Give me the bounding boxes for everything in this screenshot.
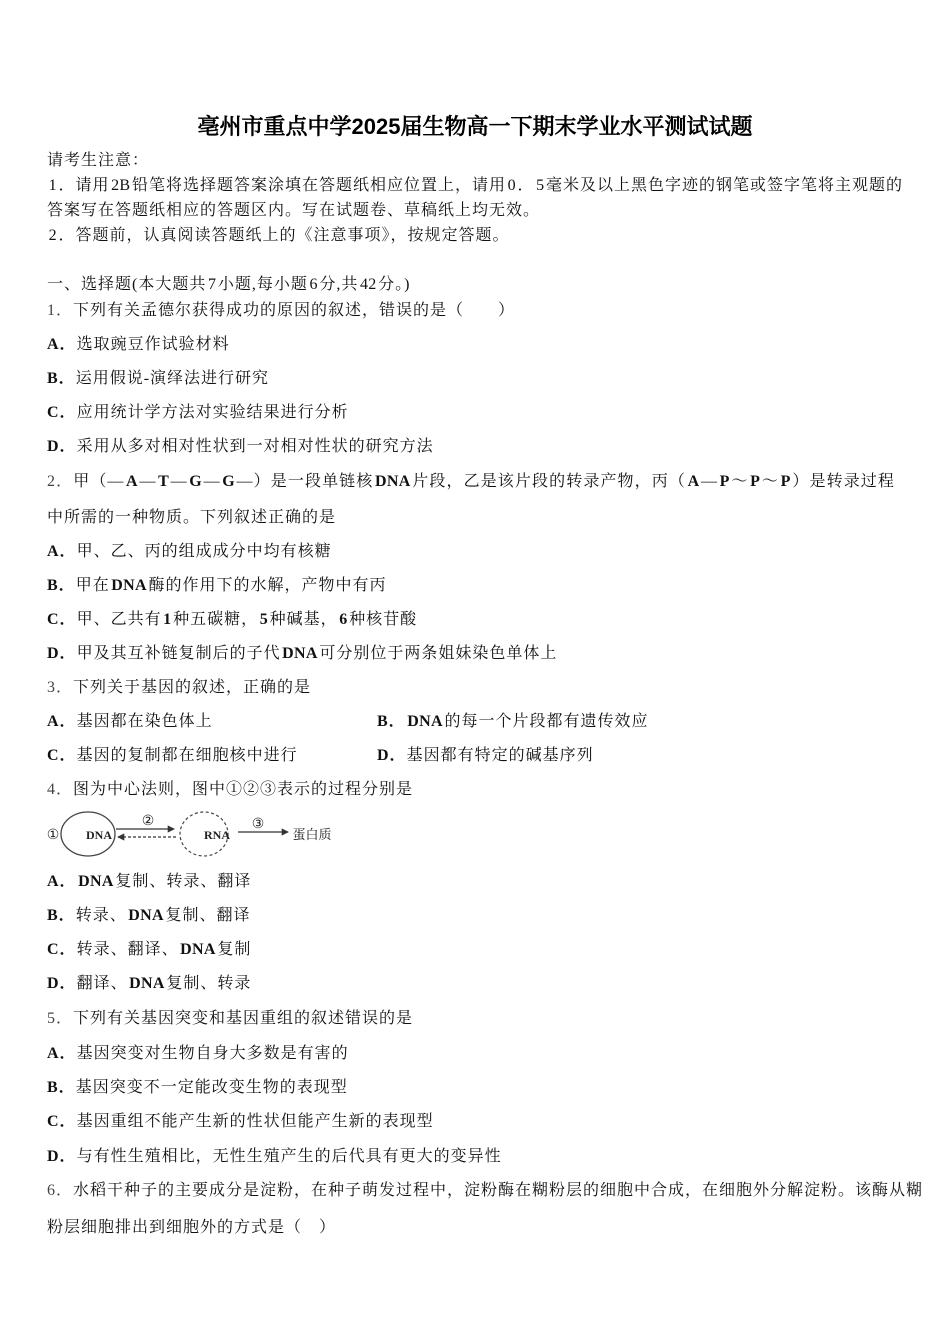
option-text: 选取豌豆作试验材料	[76, 336, 230, 353]
question-4-option-b	[47, 906, 250, 926]
question-text: 水稻干种子的主要成分是淀粉，在种子萌发过程中，淀粉酶在糊粉层的细胞中合成，在细胞外分解淀粉。该酶从糊	[73, 1182, 924, 1199]
central-dogma-figure	[40, 808, 340, 860]
latin-run: G	[189, 473, 202, 490]
question-1-stem	[47, 301, 515, 321]
option-label: A．	[47, 336, 77, 353]
option-text: 应用统计学方法对实验结果进行分析	[76, 404, 349, 421]
option-label: D．	[47, 1148, 77, 1165]
option-label: B．	[377, 713, 406, 730]
latin-run: 42	[359, 276, 377, 293]
step-1-marker: ①	[46, 828, 60, 843]
option-text: DNA复制、转录、翻译	[78, 873, 252, 890]
question-4-option-d	[47, 974, 251, 994]
question-number: 4．	[47, 781, 74, 798]
latin-run: 2B	[111, 177, 131, 194]
question-3-stem	[47, 678, 311, 698]
question-2-option-a	[47, 542, 332, 562]
question-number: 6．	[47, 1182, 74, 1199]
option-label: B．	[47, 907, 76, 924]
dna-label: DNA	[86, 828, 112, 842]
option-label: B．	[47, 1079, 76, 1096]
step-2-marker: ②	[141, 814, 155, 829]
question-3-option-c	[47, 746, 298, 766]
option-label: D．	[47, 975, 77, 992]
question-5-option-c	[47, 1112, 434, 1132]
exam-title: 亳州市重点中学2025届生物高一下期末学业水平测试试题	[197, 114, 753, 139]
latin-run: DNA	[111, 577, 147, 594]
option-text: 翻译、DNA复制、转录	[76, 975, 252, 992]
latin-run: 7	[207, 276, 217, 293]
latin-run: 5	[536, 177, 545, 194]
option-label: C．	[47, 747, 77, 764]
latin-run: 6	[309, 276, 318, 293]
latin-run: DNA	[180, 941, 216, 958]
notice-line: 1．请用2B铅笔将选择题答案涂填在答题纸相应位置上，请用0．5毫米及以上黑色字迹的钢笔或签字笔将主观题的	[48, 177, 904, 194]
step-3-marker: ③	[251, 817, 265, 832]
latin-run: 5	[259, 611, 268, 628]
option-label: A．	[47, 543, 77, 560]
latin-run: DNA	[129, 975, 165, 992]
question-text: 下列关于基因的叙述，正确的是	[73, 679, 312, 696]
option-text: 甲及其互补链复制后的子代DNA可分别位于两条姐妹染色单体上	[76, 645, 558, 662]
option-label: A．	[47, 1045, 77, 1062]
latin-run: P	[719, 473, 730, 490]
latin-run: A	[687, 473, 700, 490]
option-text: 甲在DNA酶的作用下的水解，产物中有丙	[75, 577, 387, 594]
question-number: 3．	[47, 679, 74, 696]
option-text: 转录、DNA复制、翻译	[75, 907, 251, 924]
question-1-option-c	[47, 403, 349, 423]
option-label: B．	[47, 577, 76, 594]
protein-label: 蛋白质	[292, 827, 332, 842]
latin-run: A	[126, 473, 138, 490]
latin-run: 6	[339, 611, 348, 628]
latin-run: DNA	[78, 873, 114, 890]
option-label: A．	[47, 873, 77, 890]
question-5-option-d	[47, 1147, 502, 1167]
option-text: 基因都有特定的碱基序列	[406, 747, 594, 764]
option-label: C．	[47, 941, 77, 958]
question-number: 2．	[47, 473, 74, 490]
option-text: DNA的每一个片段都有遗传效应	[407, 713, 649, 730]
notice-heading: 请考生注意：	[47, 152, 150, 169]
question-4-option-c	[47, 940, 251, 960]
option-text: 采用从多对相对性状到一对相对性状的研究方法	[76, 438, 434, 455]
notice-line: 2．答题前，认真阅读答题纸上的《注意事项》，按规定答题。	[48, 227, 510, 244]
latin-run: P	[750, 473, 761, 490]
option-label: D．	[47, 645, 77, 662]
latin-run: DNA	[128, 907, 164, 924]
rna-label: RNA	[204, 828, 230, 842]
option-text: 运用假说-演绎法进行研究	[75, 370, 270, 387]
option-text: 甲、乙共有1种五碳糖，5种碱基，6种核苷酸	[76, 611, 418, 628]
question-2-option-d	[47, 644, 557, 664]
option-label: A．	[47, 713, 77, 730]
question-5-stem	[47, 1009, 413, 1029]
question-5-option-b	[47, 1078, 348, 1098]
notice-line: 答案写在答题纸相应的答题区内。写在试题卷、草稿纸上均无效。	[47, 202, 541, 219]
latin-run: 2	[48, 227, 57, 244]
question-1-option-b	[47, 369, 269, 389]
question-2-option-c	[47, 610, 417, 630]
option-text: 甲、乙、丙的组成成分中均有核糖	[76, 543, 332, 560]
section-heading: 一、选择题(本大题共7小题,每小题6分,共42分。)	[47, 276, 411, 293]
option-text: 基因突变不一定能改变生物的表现型	[75, 1079, 348, 1096]
question-6-stem	[47, 1181, 924, 1201]
latin-run: T	[158, 473, 170, 490]
question-2-stem	[47, 472, 895, 492]
option-label: C．	[47, 404, 77, 421]
option-label: D．	[47, 438, 77, 455]
question-1-option-d	[47, 437, 434, 457]
latin-run: DNA	[282, 645, 318, 662]
latin-run: 0	[507, 177, 516, 194]
question-text: 图为中心法则，图中①②③表示的过程分别是	[73, 781, 414, 798]
option-text: 基因重组不能产生新的性状但能产生新的表现型	[76, 1113, 434, 1130]
question-6-stem-continued: 粉层细胞排出到细胞外的方式是（ ）	[47, 1219, 337, 1236]
latin-run: 1	[163, 611, 172, 628]
question-3-option-a	[47, 712, 213, 732]
option-label: D．	[377, 747, 407, 764]
question-2-stem-continued: 中所需的一种物质。下列叙述正确的是	[47, 509, 337, 526]
option-text: 与有性生殖相比，无性生殖产生的后代具有更大的变异性	[76, 1148, 502, 1165]
latin-run: DNA	[407, 713, 443, 730]
question-4-stem	[47, 780, 413, 800]
question-5-option-a	[47, 1044, 349, 1064]
question-text: 甲（—A—T—G—G—）是一段单链核DNA片段，乙是该片段的转录产物，丙（A—P～P～P）是转录过程	[73, 473, 895, 490]
latin-run: P	[780, 473, 791, 490]
option-label: C．	[47, 1113, 77, 1130]
question-1-option-a	[47, 335, 230, 355]
latin-run: G	[222, 473, 235, 490]
question-text: 下列有关基因突变和基因重组的叙述错误的是	[73, 1010, 414, 1027]
option-text: 基因都在染色体上	[76, 713, 213, 730]
question-4-option-a	[47, 872, 251, 892]
option-label: B．	[47, 370, 76, 387]
latin-run: DNA	[374, 473, 411, 490]
question-3-option-b	[377, 712, 648, 732]
option-text: 转录、翻译、DNA复制	[76, 941, 252, 958]
question-number: 5．	[47, 1010, 74, 1027]
question-3-option-d	[377, 746, 594, 766]
option-text: 基因突变对生物自身大多数是有害的	[76, 1045, 349, 1062]
question-2-option-b	[47, 576, 386, 596]
question-number: 1．	[47, 302, 74, 319]
option-label: C．	[47, 611, 77, 628]
option-text: 基因的复制都在细胞核中进行	[76, 747, 298, 764]
question-text: 下列有关孟德尔获得成功的原因的叙述，错误的是（ ）	[73, 302, 516, 319]
latin-run: 1	[48, 177, 57, 194]
